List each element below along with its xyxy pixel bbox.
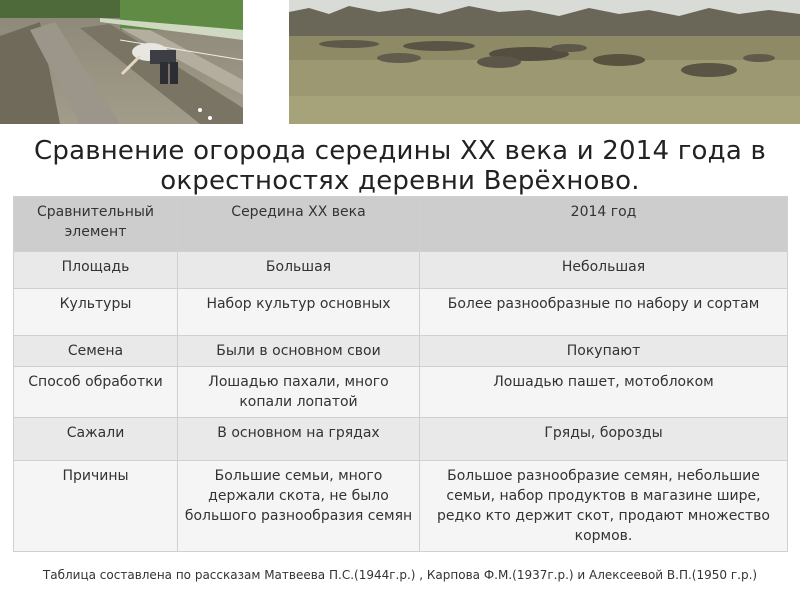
garden-beds-photo [0, 0, 243, 124]
row-label: Причины [14, 461, 178, 552]
field-mounds-photo [289, 0, 800, 124]
cell-mid-century: Лошадью пахали, много копали лопатой [178, 367, 420, 418]
row-label: Культуры [14, 289, 178, 336]
cell-2014: Более разнообразные по набору и сортам [420, 289, 788, 336]
cell-mid-century: Были в основном свои [178, 336, 420, 367]
cell-2014: Большое разнообразие семян, небольшие семьи, набор продуктов в магазине шире, редко кто держит скот, продают множество кормов. [420, 461, 788, 552]
cell-mid-century: В основном на грядах [178, 418, 420, 461]
cell-mid-century: Набор культур основных [178, 289, 420, 336]
table-row [14, 289, 788, 336]
cell-mid-century: Большие семьи, много держали скота, не было большого разнообразия семян [178, 461, 420, 552]
row-label: Способ обработки [14, 367, 178, 418]
row-label: Площадь [14, 252, 178, 289]
cell-2014: Лошадью пашет, мотоблоком [420, 367, 788, 418]
header-mid-century: Середина XX века [178, 197, 420, 252]
table-header-row [14, 197, 788, 252]
cell-2014: Гряды, борозды [420, 418, 788, 461]
table-row [14, 461, 788, 552]
cell-2014: Покупают [420, 336, 788, 367]
source-footnote: Таблица составлена по рассказам Матвеева П.С.(1944г.р.) , Карпова Ф.М.(1937г.р.) и Алексеевой В.П.(1950 г.р.) [42, 568, 758, 582]
comparison-table [13, 196, 787, 552]
row-label: Сажали [14, 418, 178, 461]
table-row [14, 418, 788, 461]
table-row [14, 252, 788, 289]
header-element: Сравнительный элемент [14, 197, 178, 252]
cell-2014: Небольшая [420, 252, 788, 289]
row-label: Семена [14, 336, 178, 367]
table-row [14, 336, 788, 367]
cell-mid-century: Большая [178, 252, 420, 289]
header-2014: 2014 год [420, 197, 788, 252]
table-row [14, 367, 788, 418]
page-title: Сравнение огорода середины XX века и 2014 года в окрестностях деревни Верёхново. [34, 136, 766, 196]
